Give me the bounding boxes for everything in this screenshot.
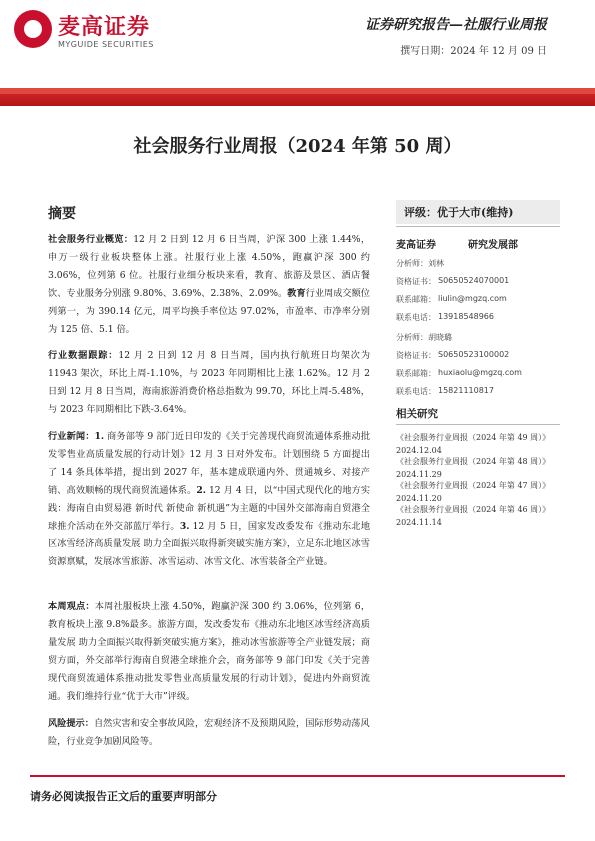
analyst-1-cert: S0650524070001 xyxy=(438,276,510,285)
related-research-heading: 相关研究 xyxy=(396,408,438,420)
related-item[interactable]: 《社会服务行业周报（2024 年第 47 周）》2024.11.20 xyxy=(396,481,551,503)
news-number-1: 1. xyxy=(94,431,105,442)
education-label: 教育 xyxy=(287,287,306,299)
paragraph-risk xyxy=(48,715,370,751)
weekly-view-label: 本周观点： xyxy=(48,601,95,612)
industry-news-label: 行业新闻： xyxy=(48,431,95,442)
news-number-2: 2. xyxy=(196,484,206,496)
analyst-2-cert: S0650523100002 xyxy=(438,350,510,359)
report-type: 证券研究报告—社服行业周报 xyxy=(365,17,547,33)
related-item[interactable]: 《社会服务行业周报（2024 年第 46 周）》2024.11.14 xyxy=(396,505,551,527)
report-date: 撰写日期：2024 年 12 月 09 日 xyxy=(400,46,547,57)
related-item[interactable]: 《社会服务行业周报（2024 年第 49 周）》2024.12.04 xyxy=(396,433,551,455)
news-item-2: 12 月 4 日，以“中国式现代化的地方实践：海南自由贸易港 新时代 新使命 新机遇”为主题的中国外交部海南自贸港全球推介活动在外交部蓝厅举行。 xyxy=(48,484,371,532)
summary-heading: 摘要 xyxy=(48,206,76,222)
paragraph-industry-news xyxy=(48,428,370,571)
analyst-2-cert-label: 资格证书： xyxy=(396,351,436,360)
paragraph-data-tracking xyxy=(48,347,370,419)
dept-firm: 麦高证券 xyxy=(396,240,436,251)
industry-overview-text: 12 月 2 日到 12 月 6 日当周，沪深 300 上涨 1.44%，申万一级行业板块整体上涨。社服行业上涨 4.50%，跑赢沪深 300 约 3.06%，位列第 6 位。社服行业细分板块来看，教育、旅游及景区、酒店餐饮、专业服务分别涨 9.80%、3.69%、2.38%、2.09%。 xyxy=(48,234,371,299)
news-item-3: 12 月 5 日，国家发改委发布《推动东北地区冰雪经济高质量发展 助力全面振兴取得新突破实施方案》，立足东北地区冰雪资源禀赋，发展冰雪旅游、冰雪运动、冰雪文化、冰雪装备全产业链。 xyxy=(48,520,371,568)
analyst-1-phone: 13918548966 xyxy=(438,312,494,321)
paragraph-industry-overview xyxy=(48,231,370,338)
logo-name-en: MYGUIDE SECURITIES xyxy=(58,40,154,49)
related-divider xyxy=(396,424,560,425)
footer-notice: 请务必阅读报告正文后的重要声明部分 xyxy=(30,790,217,803)
news-number-3: 3. xyxy=(179,520,190,532)
news-item-1: 商务部等 9 部门近日印发的《关于完善现代商贸流通体系推动批发零售业高质量发展的行动计划》12 月 3 日对外发布。计划围绕 5 方面提出了 14 条具体举措，提出到 2027 年，基本建成联通内外、贯通城乡、对接产销、高效顺畅的现代商贸流通体系。 xyxy=(48,431,371,496)
analyst-1-cert-label: 资格证书： xyxy=(396,277,436,286)
logo-mark-icon xyxy=(14,10,52,48)
analyst-1-phone-label: 联系电话： xyxy=(396,313,436,322)
analyst-1-name: 分析师：刘林 xyxy=(396,259,444,268)
analyst-2-email-label: 联系邮箱： xyxy=(396,369,436,378)
risk-label: 风险提示： xyxy=(48,718,94,729)
industry-overview-label: 社会服务行业概览： xyxy=(48,234,134,245)
logo-name-cn: 麦高证券 xyxy=(58,15,151,40)
analyst-2-phone: 15821110817 xyxy=(438,386,494,395)
education-text: 行业周成交额位列第一，为 390.14 亿元，周平均换手率位达 97.02%，市盈率、市净率分别为 125 倍、5.1 倍。 xyxy=(48,287,370,335)
related-item[interactable]: 《社会服务行业周报（2024 年第 48 周）》2024.11.29 xyxy=(396,457,551,479)
analyst-2-email[interactable]: huxiaolu@mgzq.com xyxy=(438,368,522,377)
footer-divider xyxy=(30,775,565,777)
rating-text: 评级：优于大市(维持) xyxy=(404,206,514,219)
analyst-1-email[interactable]: liulin@mgzq.com xyxy=(438,294,507,303)
analyst-2-phone-label: 联系电话： xyxy=(396,387,436,396)
risk-text: 自然灾害和安全事故风险，宏观经济不及预期风险，国际形势动荡风险，行业竞争加剧风险等。 xyxy=(48,718,370,747)
company-logo xyxy=(14,8,154,60)
weekly-view-text: 本周社服板块上涨 4.50%，跑赢沪深 300 约 3.06%，位列第 6，教育板块上涨 9.8%最多。旅游方面，发改委发布《推动东北地区冰雪经济高质量发展 助力全面振兴取得新突破实施方案》，推动冰雪旅游等全产业链发展；商贸方面，外交部举行海南自贸港全球推介会，商务部等 9 部门印发《关于完善现代商贸流通体系推动批发零售业高质量发展的行动计划》，促进内外商贸流通。我们维持行业“优于大市”评级。 xyxy=(48,601,371,702)
data-tracking-text: 12 月 2 日到 12 月 8 日当周，国内执行航班日均架次为 11943 架次，环比上周-1.10%，与 2023 年同期相比上涨 1.62%。12 月 2 日到 12 月 8 日当周，海南旅游消费价格总指数为 99.70，环比上周-5.48%，与 2023 年同期相比下跌-3.64%。 xyxy=(48,350,371,415)
rating-box xyxy=(396,200,560,224)
paragraph-weekly-view xyxy=(48,598,370,705)
analyst-2-name: 分析师：胡晓璐 xyxy=(396,333,452,342)
data-tracking-label: 行业数据跟踪： xyxy=(48,350,119,361)
header-divider-highlight xyxy=(0,88,595,94)
rating-divider xyxy=(396,226,560,227)
analyst-1-email-label: 联系邮箱： xyxy=(396,295,436,304)
dept-name: 研究发展部 xyxy=(468,240,518,251)
report-title: 社会服务行业周报（2024 年第 50 周） xyxy=(133,136,462,157)
